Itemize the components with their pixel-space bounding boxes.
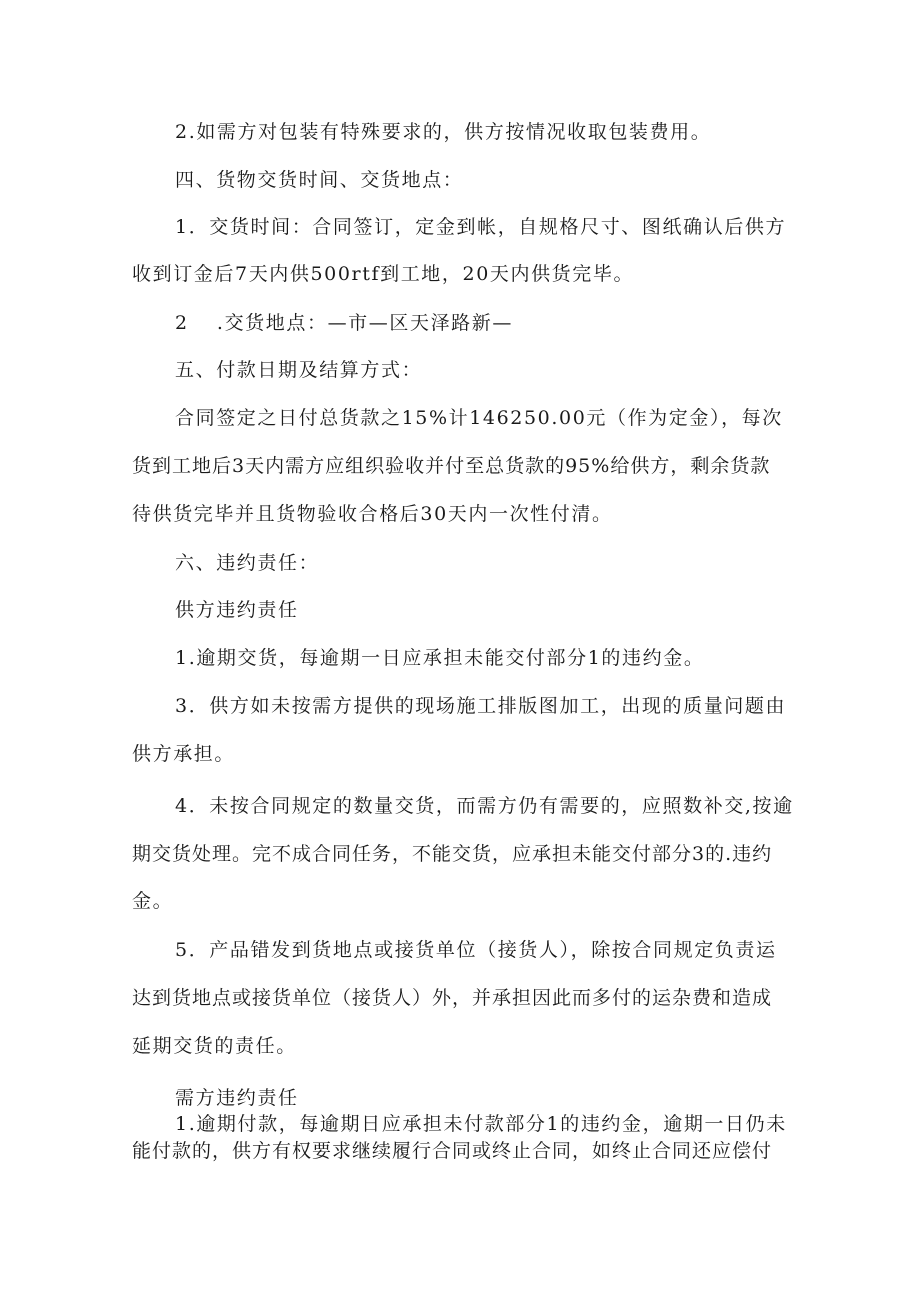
paragraph-misdelivery-line1: 5．产品错发到货地点或接货单位（接货人），除按合同规定负责运 xyxy=(175,939,777,961)
paragraph-payment-line3: 待供货完毕并且货物验收合格后30天内一次性付清。 xyxy=(132,503,613,525)
paragraph-late-payment-line2: 能付款的，供方有权要求继续履行合同或终止合同，如终止合同还应偿付 xyxy=(132,1140,773,1162)
paragraph-quantity-line1: 4．未按合同规定的数量交货，而需方仍有需要的，应照数补交,按逾 xyxy=(175,795,794,817)
subheading-buyer-liability: 需方违约责任 xyxy=(175,1087,299,1109)
paragraph-delivery-time-line2: 收到订金后7天内供500rtf到工地，20天内供货完毕。 xyxy=(132,263,635,285)
paragraph-misdelivery-line2: 达到货地点或接货单位（接货人）外，并承担因此而多付的运杂费和造成 xyxy=(132,987,773,1009)
paragraph-misdelivery-line3: 延期交货的责任。 xyxy=(132,1035,297,1057)
paragraph-payment-line1: 合同签定之日付总货款之15%计146250.00元（作为定金），每次 xyxy=(175,407,783,429)
heading-payment-terms: 五、付款日期及结算方式： xyxy=(175,359,423,381)
paragraph-quantity-line3: 金。 xyxy=(132,890,174,912)
heading-liability: 六、违约责任： xyxy=(175,552,320,574)
subheading-supplier-liability: 供方违约责任 xyxy=(175,599,299,621)
paragraph-layout-quality-line2: 供方承担。 xyxy=(132,743,236,765)
paragraph-late-delivery: 1.逾期交货，每逾期一日应承担未能交付部分1的违约金。 xyxy=(175,647,705,669)
paragraph-delivery-time-line1: 1．交货时间：合同签订，定金到帐，自规格尺寸、图纸确认后供方 xyxy=(175,216,787,238)
paragraph-late-payment-line1: 1.逾期付款，每逾期日应承担未付款部分1的违约金，逾期一日仍未 xyxy=(175,1113,787,1135)
paragraph-layout-quality-line1: 3．供方如未按需方提供的现场施工排版图加工，出现的质量问题由 xyxy=(175,695,787,717)
paragraph-packaging-fee: 2.如需方对包装有特殊要求的，供方按情况收取包装费用。 xyxy=(175,121,712,143)
paragraph-delivery-place: 2 .交货地点：—市—区天泽路新— xyxy=(175,312,513,334)
paragraph-quantity-line2: 期交货处理。完不成合同任务，不能交货，应承担未能交付部分3的.违约 xyxy=(132,843,773,865)
paragraph-payment-line2: 货到工地后3天内需方应组织验收并付至总货款的95%给供方，剩余货款 xyxy=(132,455,771,477)
heading-delivery-time-place: 四、货物交货时间、交货地点： xyxy=(175,169,464,191)
